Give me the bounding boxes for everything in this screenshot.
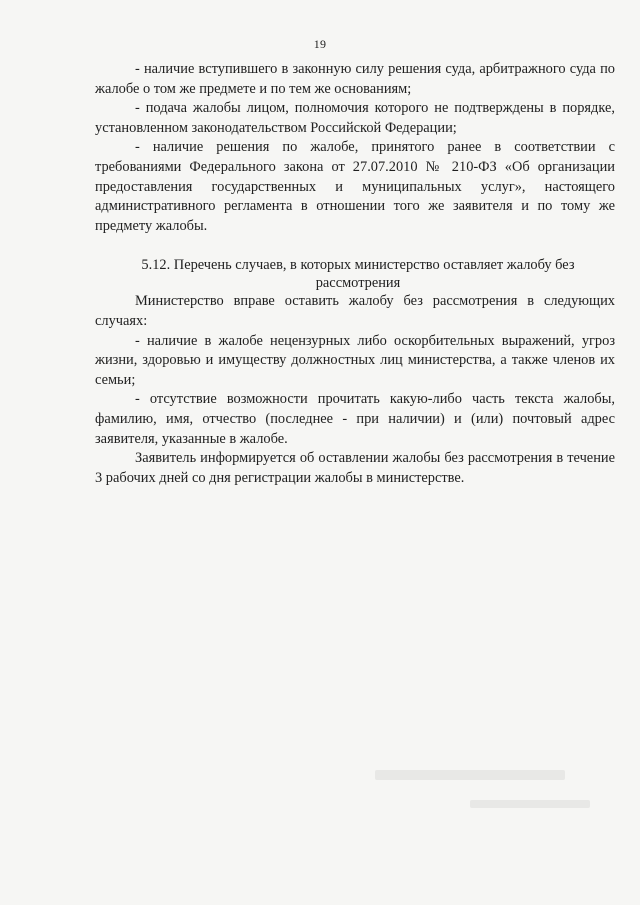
paragraph-prior-decision: - наличие решения по жалобе, принятого ранее в соответствии с требованиями Федерального закона от 27.07.2010 № 210-ФЗ «Об организации предоставления государственных и муниципальных услуг», настоящего административного регламента в отношении того же заявителя и по тому же предмету жалобы. — [95, 139, 615, 234]
paragraph-ministry-right: Министерство вправе оставить жалобу без рассмотрения в следующих случаях: — [95, 293, 615, 329]
section-heading-line-2: рассмотрения — [315, 275, 401, 292]
paragraph-unauthorized-filer: - подача жалобы лицом, полномочия которого не подтверждены в порядке, установленном законодательством Российской Федерации; — [95, 100, 615, 136]
scan-artifact — [375, 770, 565, 780]
page-number: 19 — [313, 37, 327, 51]
scan-artifact — [470, 800, 590, 808]
section-heading-line-1: 5.12. Перечень случаев, в которых министерство оставляет жалобу без — [141, 257, 575, 274]
paragraph-notification: Заявитель информируется об оставлении жалобы без рассмотрения в течение 3 рабочих дней со дня регистрации жалобы в министерстве. — [95, 450, 615, 486]
section-heading — [95, 256, 615, 292]
section-gap — [95, 236, 615, 256]
paragraph-obscene-language: - наличие в жалобе нецензурных либо оскорбительных выражений, угроз жизни, здоровью и имуществу должностных лиц министерства, а также членов их семьи; — [95, 332, 615, 388]
document-body — [95, 60, 615, 488]
paragraph-court-decision: - наличие вступившего в законную силу решения суда, арбитражного суда по жалобе о том же предмете и по тем же основаниям; — [95, 61, 615, 97]
paragraph-unreadable-text: - отсутствие возможности прочитать какую-либо часть текста жалобы, фамилию, имя, отчество (последнее - при наличии) и (или) почтовый адрес заявителя, указанные в жалобе. — [95, 391, 615, 447]
